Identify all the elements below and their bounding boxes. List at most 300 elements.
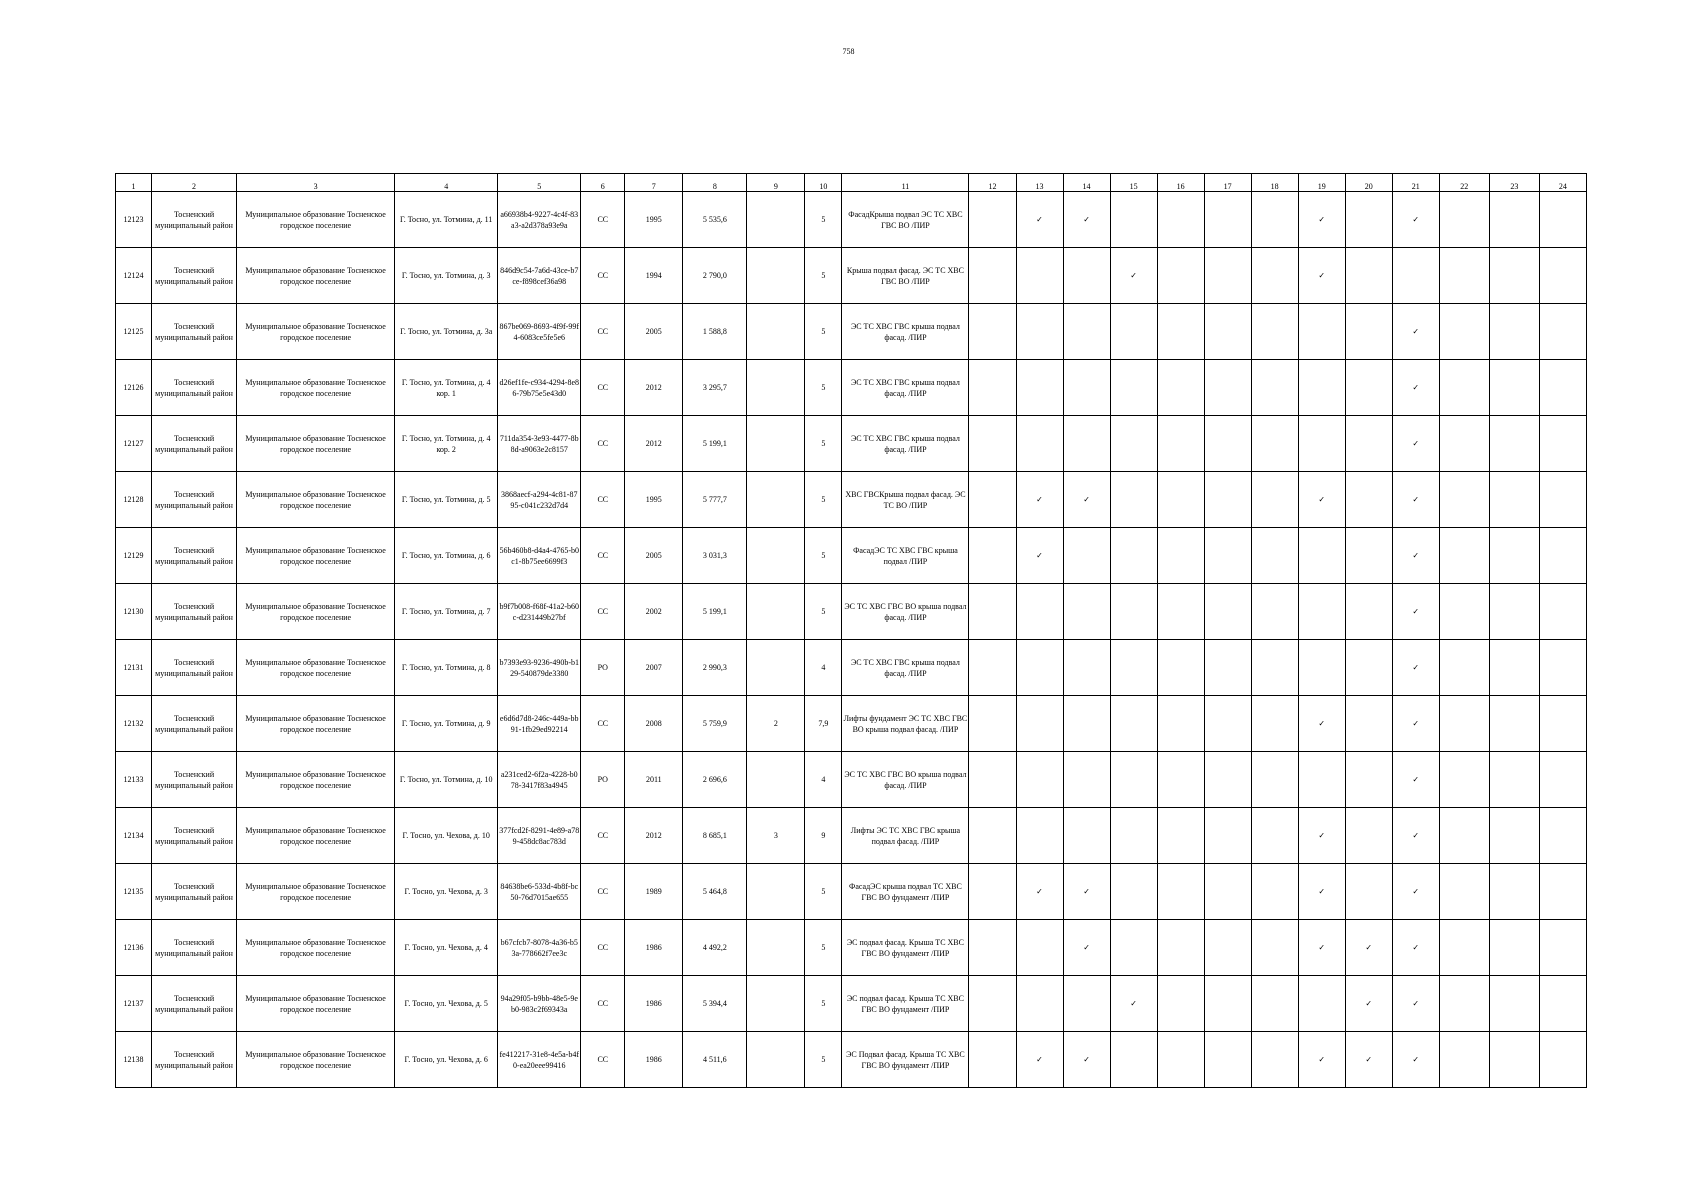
table-row: [116, 360, 1587, 416]
district-cell: Тосненский муниципальный район: [152, 808, 237, 864]
empty-cell: [1157, 472, 1204, 528]
empty-cell: [1539, 528, 1586, 584]
empty-cell: [1298, 976, 1345, 1032]
empty-cell: [1204, 864, 1251, 920]
empty-cell: [1204, 192, 1251, 248]
empty-cell: [1489, 528, 1539, 584]
empty-cell: [1439, 472, 1489, 528]
empty-cell: [1016, 752, 1063, 808]
empty-cell: [1439, 528, 1489, 584]
col-10-cell: 5: [805, 472, 842, 528]
table-row: [116, 920, 1587, 976]
col-9-cell: [747, 416, 805, 472]
empty-cell: [969, 472, 1016, 528]
table-row: [116, 416, 1587, 472]
house-id-cell: a231ced2-6f2a-4228-b078-3417f83a4945: [498, 752, 581, 808]
empty-cell: [1439, 304, 1489, 360]
municipality-cell: Муниципальное образование Тосненское городское поселение: [237, 696, 395, 752]
type-cell: СС: [581, 864, 625, 920]
col-10-cell: 4: [805, 752, 842, 808]
table-row: [116, 304, 1587, 360]
works-cell: ФасадЭС крыша подвал ТС ХВС ГВС ВО фундамент /ПИР: [842, 864, 969, 920]
empty-cell: [1345, 248, 1392, 304]
column-header-12: 12: [969, 174, 1016, 192]
row-number: 12134: [116, 808, 152, 864]
house-id-cell: fe412217-31e8-4e5a-b4f0-ea20eee99416: [498, 1032, 581, 1088]
row-number: 12136: [116, 920, 152, 976]
checkmark-icon: ✓: [1298, 1032, 1345, 1088]
municipality-cell: Муниципальное образование Тосненское городское поселение: [237, 248, 395, 304]
district-cell: Тосненский муниципальный район: [152, 696, 237, 752]
type-cell: СС: [581, 472, 625, 528]
empty-cell: [1157, 752, 1204, 808]
type-cell: СС: [581, 304, 625, 360]
empty-cell: [1063, 248, 1110, 304]
empty-cell: [1016, 696, 1063, 752]
empty-cell: [969, 248, 1016, 304]
empty-cell: [1110, 752, 1157, 808]
checkmark-icon: ✓: [1345, 1032, 1392, 1088]
type-cell: СС: [581, 696, 625, 752]
checkmark-icon: ✓: [1063, 920, 1110, 976]
works-cell: ЭС ТС ХВС ГВС крыша подвал фасад. /ПИР: [842, 416, 969, 472]
works-cell: ЭС ТС ХВС ГВС ВО крыша подвал фасад. /ПИР: [842, 752, 969, 808]
column-header-16: 16: [1157, 174, 1204, 192]
empty-cell: [1539, 248, 1586, 304]
column-header-17: 17: [1204, 174, 1251, 192]
empty-cell: [1251, 976, 1298, 1032]
works-cell: ЭС подвал фасад. Крыша ТС ХВС ГВС ВО фундамент /ПИР: [842, 976, 969, 1032]
type-cell: СС: [581, 360, 625, 416]
empty-cell: [1251, 1032, 1298, 1088]
house-id-cell: 711da354-3e93-4477-8b8d-a9063e2c8157: [498, 416, 581, 472]
column-header-18: 18: [1251, 174, 1298, 192]
year-cell: 2012: [625, 808, 683, 864]
municipality-cell: Муниципальное образование Тосненское городское поселение: [237, 584, 395, 640]
empty-cell: [1157, 192, 1204, 248]
works-cell: ЭС подвал фасад. Крыша ТС ХВС ГВС ВО фундамент /ПИР: [842, 920, 969, 976]
empty-cell: [1251, 584, 1298, 640]
type-cell: РО: [581, 752, 625, 808]
empty-cell: [1345, 416, 1392, 472]
empty-cell: [1016, 304, 1063, 360]
year-cell: 1986: [625, 976, 683, 1032]
checkmark-icon: ✓: [1298, 920, 1345, 976]
empty-cell: [1439, 864, 1489, 920]
empty-cell: [1204, 976, 1251, 1032]
column-header-15: 15: [1110, 174, 1157, 192]
checkmark-icon: ✓: [1392, 192, 1439, 248]
empty-cell: [1439, 192, 1489, 248]
area-cell: 5 777,7: [683, 472, 747, 528]
column-header-5: 5: [498, 174, 581, 192]
registry-table: [115, 173, 1587, 1088]
year-cell: 2012: [625, 360, 683, 416]
type-cell: СС: [581, 1032, 625, 1088]
empty-cell: [1489, 304, 1539, 360]
empty-cell: [1345, 752, 1392, 808]
empty-cell: [1204, 808, 1251, 864]
table-row: [116, 1032, 1587, 1088]
address-cell: Г. Тосно, ул. Тотмина, д. 8: [395, 640, 498, 696]
col-10-cell: 7,9: [805, 696, 842, 752]
type-cell: СС: [581, 528, 625, 584]
empty-cell: [1110, 696, 1157, 752]
house-id-cell: b9f7b008-f68f-41a2-b60c-d231449b27bf: [498, 584, 581, 640]
checkmark-icon: ✓: [1298, 248, 1345, 304]
empty-cell: [1439, 584, 1489, 640]
empty-cell: [1251, 192, 1298, 248]
row-number: 12127: [116, 416, 152, 472]
address-cell: Г. Тосно, ул. Тотмина, д. 6: [395, 528, 498, 584]
checkmark-icon: ✓: [1392, 752, 1439, 808]
col-9-cell: [747, 640, 805, 696]
municipality-cell: Муниципальное образование Тосненское городское поселение: [237, 528, 395, 584]
checkmark-icon: ✓: [1110, 248, 1157, 304]
empty-cell: [1063, 640, 1110, 696]
empty-cell: [1439, 248, 1489, 304]
works-cell: ХВС ГВСКрыша подвал фасад. ЭС ТС ВО /ПИР: [842, 472, 969, 528]
empty-cell: [1489, 808, 1539, 864]
district-cell: Тосненский муниципальный район: [152, 640, 237, 696]
year-cell: 2005: [625, 304, 683, 360]
empty-cell: [1157, 808, 1204, 864]
municipality-cell: Муниципальное образование Тосненское городское поселение: [237, 192, 395, 248]
year-cell: 1995: [625, 192, 683, 248]
year-cell: 1994: [625, 248, 683, 304]
empty-cell: [1539, 472, 1586, 528]
empty-cell: [1489, 696, 1539, 752]
checkmark-icon: ✓: [1016, 472, 1063, 528]
district-cell: Тосненский муниципальный район: [152, 472, 237, 528]
type-cell: СС: [581, 416, 625, 472]
year-cell: 2008: [625, 696, 683, 752]
district-cell: Тосненский муниципальный район: [152, 528, 237, 584]
empty-cell: [1298, 304, 1345, 360]
column-header-20: 20: [1345, 174, 1392, 192]
header-row: [116, 174, 1587, 192]
empty-cell: [1157, 584, 1204, 640]
municipality-cell: Муниципальное образование Тосненское городское поселение: [237, 752, 395, 808]
table-row: [116, 696, 1587, 752]
district-cell: Тосненский муниципальный район: [152, 360, 237, 416]
empty-cell: [1110, 864, 1157, 920]
type-cell: СС: [581, 920, 625, 976]
empty-cell: [1251, 528, 1298, 584]
district-cell: Тосненский муниципальный район: [152, 976, 237, 1032]
empty-cell: [969, 1032, 1016, 1088]
empty-cell: [1489, 360, 1539, 416]
district-cell: Тосненский муниципальный район: [152, 584, 237, 640]
empty-cell: [1110, 1032, 1157, 1088]
works-cell: ЭС Подвал фасад. Крыша ТС ХВС ГВС ВО фундамент /ПИР: [842, 1032, 969, 1088]
municipality-cell: Муниципальное образование Тосненское городское поселение: [237, 360, 395, 416]
column-header-4: 4: [395, 174, 498, 192]
empty-cell: [1345, 584, 1392, 640]
row-number: 12123: [116, 192, 152, 248]
empty-cell: [1298, 416, 1345, 472]
empty-cell: [1539, 976, 1586, 1032]
column-header-22: 22: [1439, 174, 1489, 192]
col-10-cell: 5: [805, 584, 842, 640]
address-cell: Г. Тосно, ул. Тотмина, д. 10: [395, 752, 498, 808]
house-id-cell: 84638be6-533d-4b8f-bc50-76d7015ae655: [498, 864, 581, 920]
col-10-cell: 5: [805, 528, 842, 584]
empty-cell: [1539, 920, 1586, 976]
empty-cell: [1063, 696, 1110, 752]
empty-cell: [1063, 528, 1110, 584]
empty-cell: [1489, 976, 1539, 1032]
empty-cell: [969, 192, 1016, 248]
empty-cell: [1204, 1032, 1251, 1088]
empty-cell: [1539, 304, 1586, 360]
empty-cell: [1157, 360, 1204, 416]
area-cell: 5 199,1: [683, 584, 747, 640]
col-10-cell: 5: [805, 1032, 842, 1088]
empty-cell: [1063, 584, 1110, 640]
empty-cell: [1016, 248, 1063, 304]
empty-cell: [1063, 416, 1110, 472]
area-cell: 4 492,2: [683, 920, 747, 976]
row-number: 12137: [116, 976, 152, 1032]
empty-cell: [1539, 416, 1586, 472]
district-cell: Тосненский муниципальный район: [152, 192, 237, 248]
row-number: 12128: [116, 472, 152, 528]
empty-cell: [1157, 640, 1204, 696]
col-9-cell: [747, 1032, 805, 1088]
checkmark-icon: ✓: [1392, 584, 1439, 640]
district-cell: Тосненский муниципальный район: [152, 920, 237, 976]
empty-cell: [1204, 584, 1251, 640]
empty-cell: [1539, 640, 1586, 696]
area-cell: 5 199,1: [683, 416, 747, 472]
municipality-cell: Муниципальное образование Тосненское городское поселение: [237, 304, 395, 360]
address-cell: Г. Тосно, ул. Тотмина, д. 7: [395, 584, 498, 640]
empty-cell: [1439, 696, 1489, 752]
col-10-cell: 9: [805, 808, 842, 864]
works-cell: ФасадКрыша подвал ЭС ТС ХВС ГВС ВО /ПИР: [842, 192, 969, 248]
year-cell: 2012: [625, 416, 683, 472]
column-header-14: 14: [1063, 174, 1110, 192]
empty-cell: [1251, 920, 1298, 976]
empty-cell: [1110, 192, 1157, 248]
col-9-cell: [747, 976, 805, 1032]
municipality-cell: Муниципальное образование Тосненское городское поселение: [237, 920, 395, 976]
empty-cell: [1157, 528, 1204, 584]
empty-cell: [969, 920, 1016, 976]
empty-cell: [1063, 808, 1110, 864]
empty-cell: [1539, 696, 1586, 752]
house-id-cell: 3868aecf-a294-4c81-8795-c041c232d7d4: [498, 472, 581, 528]
empty-cell: [1251, 248, 1298, 304]
empty-cell: [1392, 248, 1439, 304]
empty-cell: [1016, 640, 1063, 696]
col-9-cell: 3: [747, 808, 805, 864]
area-cell: 2 696,6: [683, 752, 747, 808]
empty-cell: [969, 808, 1016, 864]
municipality-cell: Муниципальное образование Тосненское городское поселение: [237, 976, 395, 1032]
works-cell: Крыша подвал фасад. ЭС ТС ХВС ГВС ВО /ПИР: [842, 248, 969, 304]
empty-cell: [1539, 584, 1586, 640]
year-cell: 1989: [625, 864, 683, 920]
column-header-21: 21: [1392, 174, 1439, 192]
table-row: [116, 472, 1587, 528]
house-id-cell: 377fcd2f-8291-4e89-a789-458dc8ac783d: [498, 808, 581, 864]
checkmark-icon: ✓: [1063, 864, 1110, 920]
area-cell: 5 535,6: [683, 192, 747, 248]
checkmark-icon: ✓: [1392, 920, 1439, 976]
col-10-cell: 5: [805, 248, 842, 304]
type-cell: СС: [581, 192, 625, 248]
empty-cell: [1110, 360, 1157, 416]
table-row: [116, 584, 1587, 640]
empty-cell: [1157, 304, 1204, 360]
empty-cell: [1204, 640, 1251, 696]
empty-cell: [1063, 976, 1110, 1032]
col-9-cell: [747, 360, 805, 416]
empty-cell: [969, 752, 1016, 808]
row-number: 12130: [116, 584, 152, 640]
checkmark-icon: ✓: [1063, 1032, 1110, 1088]
checkmark-icon: ✓: [1063, 192, 1110, 248]
checkmark-icon: ✓: [1016, 1032, 1063, 1088]
area-cell: 8 685,1: [683, 808, 747, 864]
checkmark-icon: ✓: [1345, 976, 1392, 1032]
column-header-1: 1: [116, 174, 152, 192]
column-header-3: 3: [237, 174, 395, 192]
empty-cell: [1251, 864, 1298, 920]
column-header-6: 6: [581, 174, 625, 192]
page-number: 758: [842, 47, 855, 56]
empty-cell: [1345, 864, 1392, 920]
empty-cell: [1110, 640, 1157, 696]
empty-cell: [1110, 920, 1157, 976]
year-cell: 1986: [625, 1032, 683, 1088]
area-cell: 5 759,9: [683, 696, 747, 752]
type-cell: СС: [581, 808, 625, 864]
empty-cell: [1110, 808, 1157, 864]
empty-cell: [1298, 640, 1345, 696]
empty-cell: [1345, 696, 1392, 752]
address-cell: Г. Тосно, ул. Тотмина, д. 4 кор. 1: [395, 360, 498, 416]
column-header-8: 8: [683, 174, 747, 192]
table-body: [116, 192, 1587, 1088]
house-id-cell: 56b460b8-d4a4-4765-b0c1-8b75ee6699f3: [498, 528, 581, 584]
year-cell: 1986: [625, 920, 683, 976]
empty-cell: [1251, 416, 1298, 472]
house-id-cell: 94a29f05-b9bb-48e5-9eb0-983c2f69343a: [498, 976, 581, 1032]
column-header-7: 7: [625, 174, 683, 192]
house-id-cell: e6d6d7d8-246c-449a-bb91-1fb29ed92214: [498, 696, 581, 752]
empty-cell: [1157, 416, 1204, 472]
col-9-cell: 2: [747, 696, 805, 752]
empty-cell: [969, 976, 1016, 1032]
col-9-cell: [747, 752, 805, 808]
empty-cell: [1110, 584, 1157, 640]
empty-cell: [1439, 752, 1489, 808]
empty-cell: [1298, 752, 1345, 808]
column-header-9: 9: [747, 174, 805, 192]
row-number: 12133: [116, 752, 152, 808]
district-cell: Тосненский муниципальный район: [152, 248, 237, 304]
address-cell: Г. Тосно, ул. Тотмина, д. 3а: [395, 304, 498, 360]
address-cell: Г. Тосно, ул. Чехова, д. 3: [395, 864, 498, 920]
address-cell: Г. Тосно, ул. Тотмина, д. 4 кор. 2: [395, 416, 498, 472]
house-id-cell: b7393e93-9236-490b-b129-540879de3380: [498, 640, 581, 696]
checkmark-icon: ✓: [1392, 640, 1439, 696]
empty-cell: [1251, 808, 1298, 864]
checkmark-icon: ✓: [1392, 360, 1439, 416]
col-10-cell: 5: [805, 192, 842, 248]
row-number: 12124: [116, 248, 152, 304]
address-cell: Г. Тосно, ул. Чехова, д. 6: [395, 1032, 498, 1088]
col-9-cell: [747, 584, 805, 640]
column-header-11: 11: [842, 174, 969, 192]
empty-cell: [1345, 360, 1392, 416]
col-9-cell: [747, 920, 805, 976]
empty-cell: [1251, 360, 1298, 416]
empty-cell: [1204, 360, 1251, 416]
column-header-10: 10: [805, 174, 842, 192]
empty-cell: [1298, 528, 1345, 584]
empty-cell: [1204, 416, 1251, 472]
checkmark-icon: ✓: [1016, 528, 1063, 584]
empty-cell: [1439, 1032, 1489, 1088]
address-cell: Г. Тосно, ул. Чехова, д. 4: [395, 920, 498, 976]
row-number: 12138: [116, 1032, 152, 1088]
type-cell: СС: [581, 976, 625, 1032]
checkmark-icon: ✓: [1298, 808, 1345, 864]
municipality-cell: Муниципальное образование Тосненское городское поселение: [237, 864, 395, 920]
empty-cell: [1439, 640, 1489, 696]
empty-cell: [1110, 528, 1157, 584]
municipality-cell: Муниципальное образование Тосненское городское поселение: [237, 416, 395, 472]
checkmark-icon: ✓: [1298, 192, 1345, 248]
empty-cell: [969, 360, 1016, 416]
column-header-13: 13: [1016, 174, 1063, 192]
area-cell: 5 394,4: [683, 976, 747, 1032]
empty-cell: [1439, 808, 1489, 864]
empty-cell: [969, 640, 1016, 696]
empty-cell: [1016, 920, 1063, 976]
col-10-cell: 4: [805, 640, 842, 696]
empty-cell: [1016, 976, 1063, 1032]
empty-cell: [1110, 472, 1157, 528]
district-cell: Тосненский муниципальный район: [152, 1032, 237, 1088]
empty-cell: [1063, 752, 1110, 808]
checkmark-icon: ✓: [1016, 864, 1063, 920]
empty-cell: [1539, 1032, 1586, 1088]
table-row: [116, 808, 1587, 864]
year-cell: 2005: [625, 528, 683, 584]
empty-cell: [1251, 696, 1298, 752]
empty-cell: [1489, 752, 1539, 808]
empty-cell: [1345, 640, 1392, 696]
checkmark-icon: ✓: [1392, 304, 1439, 360]
empty-cell: [1157, 864, 1204, 920]
empty-cell: [1251, 640, 1298, 696]
table-row: [116, 864, 1587, 920]
empty-cell: [1439, 920, 1489, 976]
col-10-cell: 5: [805, 976, 842, 1032]
district-cell: Тосненский муниципальный район: [152, 752, 237, 808]
address-cell: Г. Тосно, ул. Тотмина, д. 11: [395, 192, 498, 248]
empty-cell: [1489, 864, 1539, 920]
empty-cell: [1439, 360, 1489, 416]
empty-cell: [1489, 640, 1539, 696]
empty-cell: [1298, 584, 1345, 640]
empty-cell: [1204, 248, 1251, 304]
